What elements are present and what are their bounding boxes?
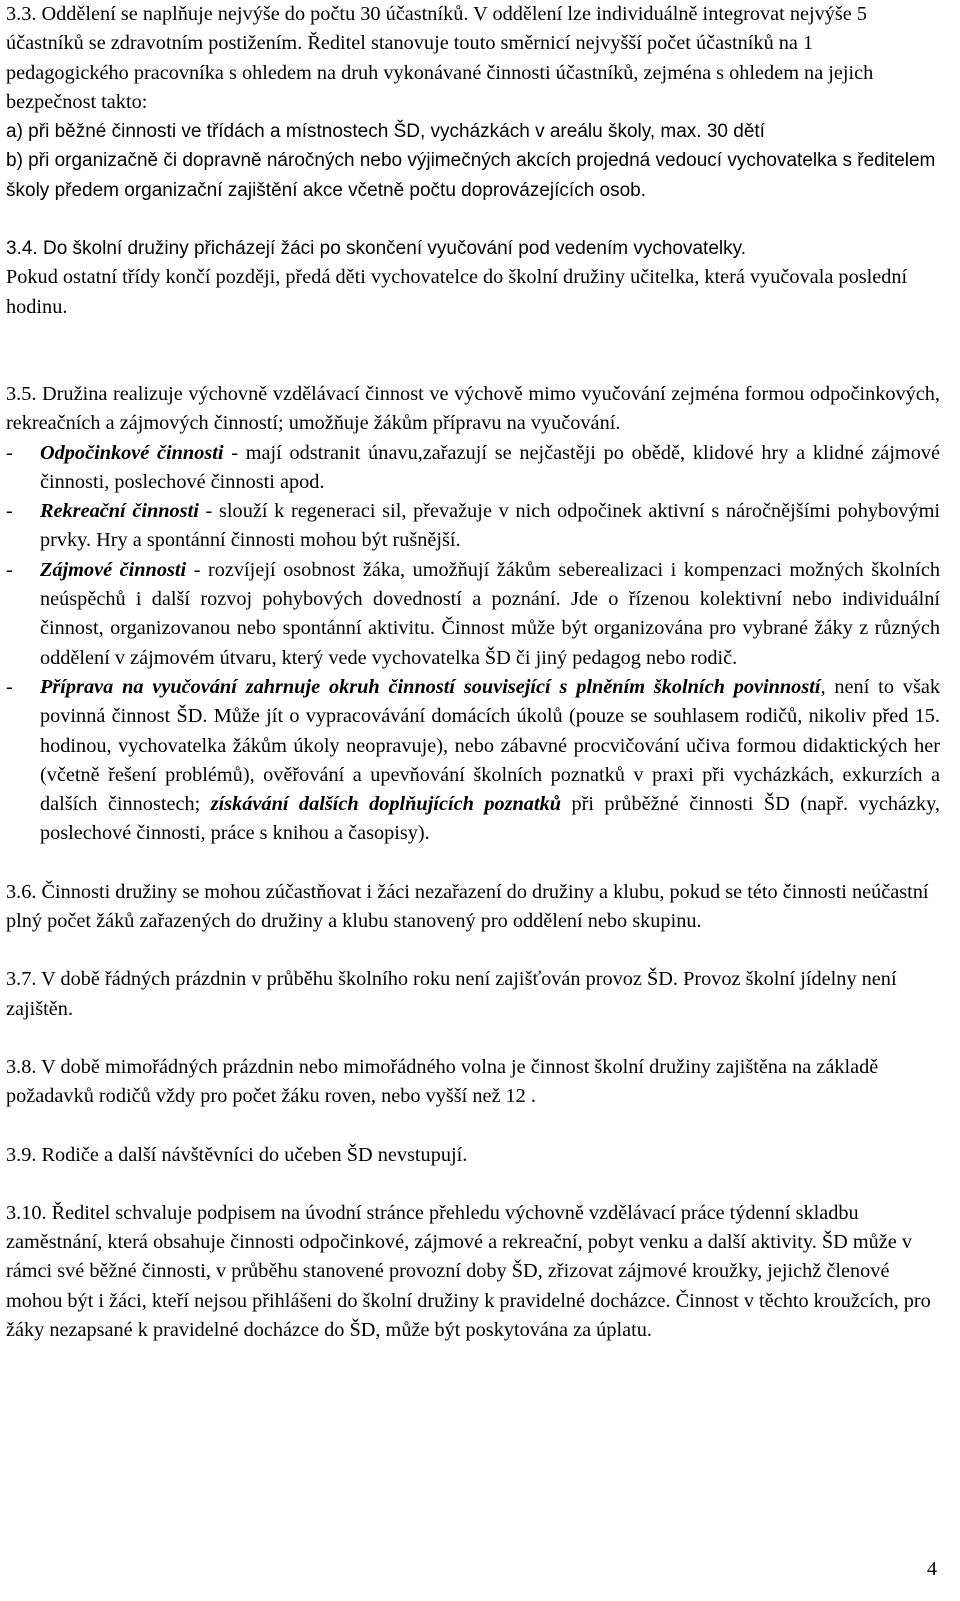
section-3-9: 3.9. Rodiče a další návštěvníci do učeben ŠD nevstupují. [6, 1143, 468, 1166]
bullet-text: - mají odstranit únavu,zařazují se nejčastěji po obědě, klidové hry a klidné zájmové činnosti, poslechové činnosti apod. [40, 441, 940, 493]
list-dash: - [6, 675, 13, 698]
list-item-zajmove [6, 556, 940, 673]
section-3-5-intro: 3.5. Družina realizuje výchovně vzdělávací činnost ve výchově mimo vyučování zejména formou odpočinkových, rekreačních a zájmových činností; umožňuje žákům přípravu na vyučování. [6, 382, 940, 435]
list-item-odpocinkove [6, 439, 940, 498]
section-3-3 [6, 0, 940, 205]
section-3-3-item-b: b) při organizačně či dopravně náročných nebo výjimečných akcích projedná vedoucí vychovatelka s ředitelem školy předem organizační zajištění akce včetně počtu doprovázejících osob. [6, 150, 936, 201]
term-zajmove: Zájmové činnosti [40, 558, 187, 581]
section-3-3-intro: 3.3. Oddělení se naplňuje nejvýše do počtu 30 účastníků. V oddělení lze individuálně integrovat nejvýše 5 účastníků se zdravotním postižením. Ředitel stanovuje touto směrnicí nejvyšší počet účastníků na 1 pedagogického pracovníka s ohledem na druh vykonávané činnosti účastníků, zejména s ohledem na jejich bezpečnost takto: [6, 3, 874, 113]
list-dash: - [6, 500, 13, 523]
section-3-7: 3.7. V době řádných prázdnin v průběhu školního roku není zajišťován provoz ŠD. Provoz školní jídelny není zajištěn. [6, 968, 897, 1020]
page-number: 4 [926, 1558, 937, 1580]
section-3-4 [6, 234, 940, 322]
bullet-text: - slouží k regeneraci sil, převažuje v nich odpočinek aktivní s náročnějšími pohybovými prvky. Hry a spontánní činnosti mohou být rušnější. [40, 500, 940, 552]
bullet-text-end: při průběžné činnosti ŠD (např. vycházky, poslechové činnosti, práce s knihou a časopisy). [40, 793, 940, 845]
term-priprava: Příprava na vyučování zahrnuje okruh činností související s plněním školních povinností [40, 675, 821, 698]
section-3-10: 3.10. Ředitel schvaluje podpisem na úvodní stránce přehledu výchovně vzdělávací práce týdenní skladbu zaměstnání, která obsahuje činnosti odpočinkové, zájmové a rekreační, pobyt venku a další aktivity. ŠD může v rámci své běžné činnosti, v průběhu stanovené provozní doby ŠD, zřizovat zájmové kroužky, jejichž členové mohou být i žáci, kteří nejsou přihlášeni do školní družiny k pravidelné docházce. Činnost v těchto kroužcích, pro žáky nezapsané k pravidelné docházce do ŠD, může být poskytována za úplatu. [6, 1201, 931, 1341]
section-3-5 [6, 380, 940, 849]
document-page [6, 0, 940, 1345]
bullet-text: - rozvíjejí osobnost žáka, umožňují žákům seberealizaci i kompenzaci možných školních neúspěchů i další rozvoj pohybových dovedností a poznání. Jde o řízenou kolektivní nebo individuální činnost, organizovanou nebo spontánní aktivitu. Činnost může být organizována pro vybrané žáky z různých oddělení v zájmovém útvaru, který vede vychovatelka ŠD či jiný pedagog nebo rodič. [40, 558, 940, 669]
term-rekreacni: Rekreační činnosti [40, 500, 199, 523]
bullet-text: , není to však povinná činnost ŠD. Může jít o vypracovávání domácích úkolů (pouze se souhlasem rodičů, nikoliv před 15. hodinou, vychovatelka žákům úkoly neopravuje), nebo zábavné procvičování učiva formou didaktických her (včetně řešení problémů), ověřování a upevňování školních poznatků v praxi při vycházkách, exkurzích a dalších činnostech; [40, 675, 940, 816]
section-3-4-line2: Pokud ostatní třídy končí později, předá děti vychovatelce do školní družiny učitelka, která vyučovala poslední hodinu. [6, 266, 908, 318]
section-3-4-line1: 3.4. Do školní družiny přicházejí žáci po skončení vyučování pod vedením vychovatelky. [6, 238, 746, 260]
section-3-6: 3.6. Činnosti družiny se mohou zúčastňovat i žáci nezařazení do družiny a klubu, pokud se této činnosti neúčastní plný počet žáků zařazených do družiny a klubu stanovený pro oddělení nebo skupinu. [6, 880, 929, 933]
list-item-rekreacni [6, 497, 940, 556]
list-dash: - [6, 558, 13, 581]
term-odpocinkove: Odpočinkové činnosti [40, 441, 224, 464]
section-3-8: 3.8. V době mimořádných prázdnin nebo mimořádného volna je činnost školní družiny zajištěna na základě požadavků rodičů vždy pro počet žáku roven, nebo vyšší než 12 . [6, 1055, 879, 1108]
term-ziskavani: získávání dalších doplňujících poznatků [210, 793, 561, 816]
section-3-3-item-a: a) při běžné činnosti ve třídách a místnostech ŠD, vycházkách v areálu školy, max. 30 dětí [6, 121, 765, 143]
list-item-priprava [6, 673, 940, 849]
list-dash: - [6, 441, 13, 464]
